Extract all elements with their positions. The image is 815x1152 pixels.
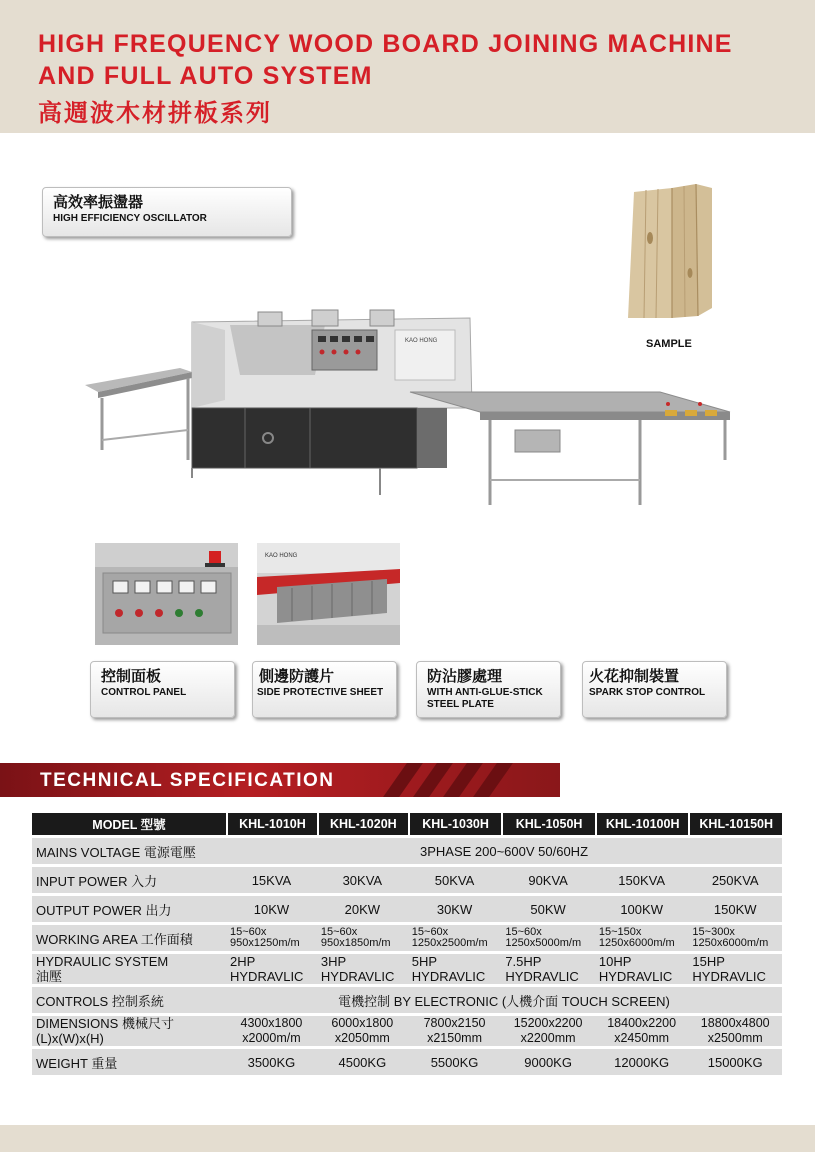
table-cell: 3500KG <box>226 1049 317 1075</box>
table-row <box>32 867 782 893</box>
table-cell: 10KW <box>226 896 317 922</box>
page-title-line1: HIGH FREQUENCY WOOD BOARD JOINING MACHINE <box>38 30 733 58</box>
brand-mark: KAO HONG <box>405 338 438 344</box>
model-name: KHL-10150H <box>688 813 782 835</box>
feature-tag-spark-stop <box>582 661 727 718</box>
row-label: MAINS VOLTAGE 電源電壓 <box>32 838 226 864</box>
cell-line: 5HP <box>411 954 438 969</box>
table-cell: 20KW <box>317 896 408 922</box>
feature-tag-side-sheet <box>252 661 397 718</box>
cell-line: 15~60x <box>230 926 267 938</box>
row-label: WORKING AREA 工作面積 <box>32 925 226 951</box>
cell-line: x2500mm <box>707 1031 763 1045</box>
row-label: CONTROLS 控制系統 <box>32 987 226 1013</box>
mains-voltage-value: 3PHASE 200~600V 50/60HZ <box>226 838 782 864</box>
table-cell: 30KVA <box>317 867 408 893</box>
spec-title: TECHNICAL SPECIFICATION <box>40 770 335 791</box>
table-cell: 100KW <box>595 896 689 922</box>
table-cell: 15000KG <box>688 1049 782 1075</box>
table-cell <box>688 954 782 984</box>
oscillator-tag <box>42 187 292 237</box>
table-row <box>32 954 782 984</box>
cell-line: 950x1850m/m <box>320 937 391 949</box>
table-cell <box>501 925 595 951</box>
model-name: KHL-1010H <box>226 813 317 835</box>
table-cell: 4500KG <box>317 1049 408 1075</box>
cell-line: 18800x4800 <box>700 1016 770 1030</box>
table-row <box>32 896 782 922</box>
table-cell: 250KVA <box>688 867 782 893</box>
cell-line: 1250x2500m/m <box>411 937 488 949</box>
row-label-line: 油壓 <box>36 969 63 984</box>
table-cell <box>595 954 689 984</box>
table-cell: 150KVA <box>595 867 689 893</box>
table-cell <box>408 954 502 984</box>
cell-line: 3HP <box>320 954 347 969</box>
cell-line: 15200x2200 <box>513 1016 583 1030</box>
controls-value: 電機控制 BY ELECTRONIC (人機介面 TOUCH SCREEN) <box>226 987 782 1013</box>
cell-line: 15~60x <box>505 926 542 938</box>
model-name: KHL-1050H <box>501 813 595 835</box>
cell-line: HYDRAVLIC <box>505 969 579 984</box>
cell-line: HYDRAVLIC <box>598 969 673 984</box>
feature-cn: 防沾膠處理 <box>427 667 503 685</box>
oscillator-tag-cn: 高效率振盪器 <box>53 193 144 211</box>
cell-line: 1250x5000m/m <box>505 937 582 949</box>
table-cell: 30KW <box>408 896 502 922</box>
oscillator-tag-en: HIGH EFFICIENCY OSCILLATOR <box>53 213 207 224</box>
page-title-line2: AND FULL AUTO SYSTEM <box>38 62 373 90</box>
model-label: MODEL 型號 <box>32 813 226 835</box>
row-label-line: HYDRAULIC SYSTEM <box>36 954 169 969</box>
machine-image <box>80 300 740 515</box>
feature-cn: 火花抑制裝置 <box>589 667 680 685</box>
table-cell <box>317 925 408 951</box>
model-name: KHL-1030H <box>408 813 502 835</box>
table-cell <box>688 925 782 951</box>
cell-line: 7800x2150 <box>423 1016 486 1030</box>
spec-table <box>32 810 782 1078</box>
cell-line: 15HP <box>692 954 725 969</box>
table-cell <box>226 925 317 951</box>
table-row <box>32 925 782 951</box>
cell-line: x2050mm <box>334 1031 390 1045</box>
table-cell <box>408 1016 502 1046</box>
row-label: INPUT POWER 入力 <box>32 867 226 893</box>
cell-line: 950x1250m/m <box>230 937 300 949</box>
table-cell <box>317 1016 408 1046</box>
model-name: KHL-1020H <box>317 813 408 835</box>
feature-cn: 控制面板 <box>101 667 162 685</box>
table-row <box>32 1016 782 1046</box>
cell-line: x2200mm <box>520 1031 576 1045</box>
feature-en: CONTROL PANEL <box>101 687 187 698</box>
row-label: OUTPUT POWER 出力 <box>32 896 226 922</box>
table-cell <box>688 1016 782 1046</box>
side-protective-sheet-photo <box>257 543 400 645</box>
row-label-line: (L)x(W)x(H) <box>36 1031 104 1046</box>
feature-tag-control-panel <box>90 661 235 718</box>
cell-line: x2000m/m <box>242 1031 301 1045</box>
model-name: KHL-10100H <box>595 813 689 835</box>
footer-band <box>0 1125 815 1152</box>
table-cell <box>501 954 595 984</box>
table-cell <box>595 1016 689 1046</box>
table-cell <box>501 1016 595 1046</box>
table-cell <box>226 954 317 984</box>
cell-line: 2HP <box>230 954 256 969</box>
cell-line: 15~60x <box>411 926 449 938</box>
table-cell: 9000KG <box>501 1049 595 1075</box>
row-label <box>32 1016 226 1046</box>
control-panel-photo <box>95 543 238 645</box>
feature-en: SIDE PROTECTIVE SHEET <box>257 687 384 698</box>
table-cell: 50KW <box>501 896 595 922</box>
feature-en: SPARK STOP CONTROL <box>589 687 706 698</box>
cell-line: 4300x1800 <box>240 1016 303 1030</box>
table-cell: 5500KG <box>408 1049 502 1075</box>
table-row <box>32 987 782 1013</box>
cell-line: HYDRAVLIC <box>230 969 304 984</box>
svg-text:KAO HONG: KAO HONG <box>265 553 298 559</box>
table-cell <box>595 925 689 951</box>
cell-line: HYDRAVLIC <box>411 969 486 984</box>
table-row <box>32 1049 782 1075</box>
table-cell <box>317 954 408 984</box>
row-label: WEIGHT 重量 <box>32 1049 226 1075</box>
table-cell: 15KVA <box>226 867 317 893</box>
cell-line: 6000x1800 <box>331 1016 394 1030</box>
row-label-line: DIMENSIONS 機械尺寸 <box>36 1016 174 1031</box>
cell-line: 7.5HP <box>505 954 542 969</box>
table-cell: 12000KG <box>595 1049 689 1075</box>
cell-line: HYDRAVLIC <box>320 969 395 984</box>
table-row <box>32 838 782 864</box>
feature-en: WITH ANTI-GLUE-STICK <box>427 687 543 698</box>
table-cell <box>408 925 502 951</box>
page-title-chinese: 高週波木材拼板系列 <box>38 99 272 127</box>
cell-line: x2150mm <box>427 1031 482 1045</box>
cell-line: 15~150x <box>598 926 642 938</box>
feature-en-line2: STEEL PLATE <box>427 699 494 710</box>
cell-line: 10HP <box>598 954 632 969</box>
table-cell: 50KVA <box>408 867 502 893</box>
table-cell: 90KVA <box>501 867 595 893</box>
sample-label: SAMPLE <box>646 338 692 350</box>
cell-line: 1250x6000m/m <box>598 937 675 949</box>
row-label <box>32 954 226 984</box>
table-cell: 150KW <box>688 896 782 922</box>
cell-line: x2450mm <box>614 1031 670 1045</box>
cell-line: HYDRAVLIC <box>692 969 766 984</box>
feature-cn: 側邊防護片 <box>259 667 335 685</box>
feature-tag-anti-glue <box>416 661 561 718</box>
cell-line: 15~300x <box>692 926 735 938</box>
cell-line: 15~60x <box>320 926 358 938</box>
cell-line: 1250x6000m/m <box>692 937 769 949</box>
cell-line: 18400x2200 <box>607 1016 677 1030</box>
spec-header-row <box>32 813 782 835</box>
table-cell <box>226 1016 317 1046</box>
